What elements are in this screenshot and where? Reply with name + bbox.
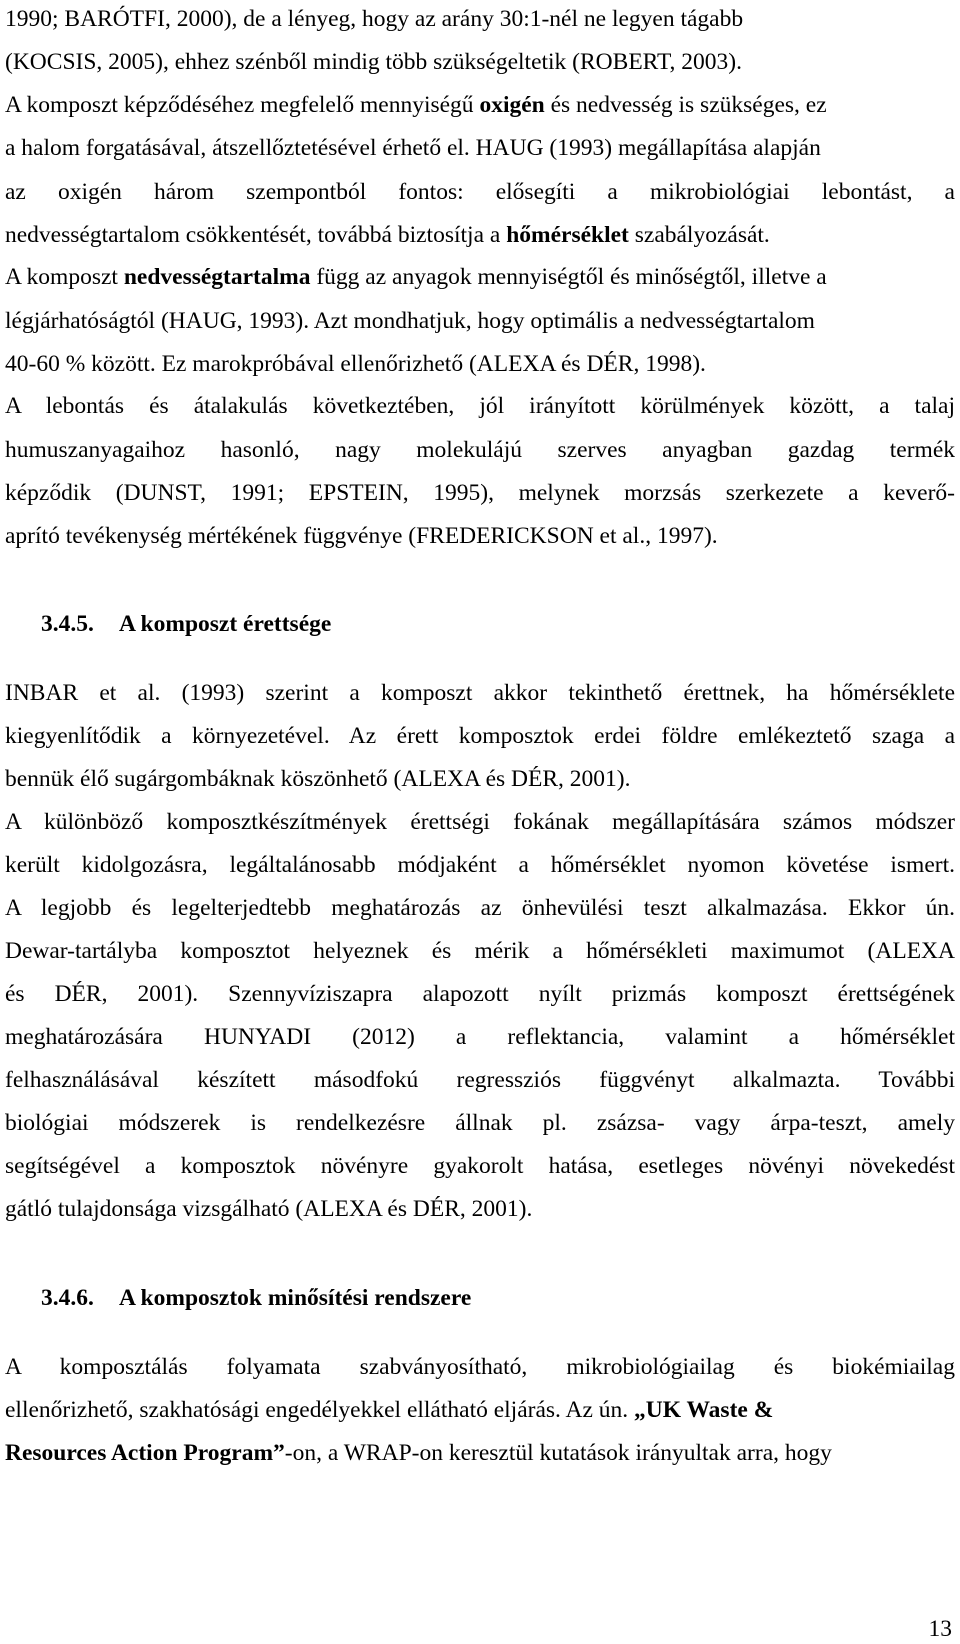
- text-line: aprító tevékenység mértékének függvénye (FREDERICKSON et al., 1997).: [5, 523, 718, 549]
- text-line: 40-60 % között. Ez marokpróbával ellenőrizhető (ALEXA és DÉR, 1998).: [5, 351, 706, 377]
- text-line: segítségével a komposztok növényre gyakorolt hatása, esetleges növényi növekedést: [5, 1153, 955, 1179]
- text-line: ellenőrizhető, szakhatósági engedélyekkel ellátható eljárás. Az ún. „UK Waste &: [5, 1397, 774, 1423]
- section-number: 3.4.5.: [41, 611, 94, 637]
- page-number: 13: [928, 1616, 952, 1642]
- text-line: A lebontás és átalakulás következtében, jól irányított körülmények között, a talaj: [5, 393, 955, 419]
- section-heading: [41, 609, 331, 639]
- text-line: INBAR et al. (1993) szerint a komposzt akkor tekinthető érettnek, ha hőmérséklete: [5, 680, 955, 706]
- text-line: és DÉR, 2001). Szennyvíziszapra alapozott nyílt prizmás komposzt érettségének: [5, 981, 955, 1007]
- text-line: A legjobb és legelterjedtebb meghatározás az önhevülési teszt alkalmazása. Ekkor ún.: [5, 895, 955, 921]
- text-line: meghatározására HUNYADI (2012) a reflektancia, valamint a hőmérséklet: [5, 1024, 955, 1050]
- text-line: gátló tulajdonsága vizsgálható (ALEXA és DÉR, 2001).: [5, 1196, 533, 1222]
- text-line: légjárhatóságtól (HAUG, 1993). Azt mondhatjuk, hogy optimális a nedvességtartalom: [5, 308, 815, 334]
- text-line: A komposztálás folyamata szabványosítható, mikrobiológiailag és biokémiailag: [5, 1354, 955, 1380]
- text-line: humuszanyagaihoz hasonló, nagy molekulájú szerves anyagban gazdag termék: [5, 437, 955, 463]
- text-line: A különböző komposztkészítmények érettségi fokának megállapítására számos módszer: [5, 809, 955, 835]
- text-line: nedvességtartalom csökkentését, továbbá biztosítja a hőmérséklet szabályozását.: [5, 222, 770, 248]
- section-title: A komposztok minősítési rendszere: [119, 1285, 472, 1311]
- text-line: 1990; BARÓTFI, 2000), de a lényeg, hogy az arány 30:1-nél ne legyen tágabb: [5, 6, 744, 32]
- text-line: felhasználásával készített másodfokú regressziós függvényt alkalmazta. További: [5, 1067, 955, 1093]
- text-line: képződik (DUNST, 1991; EPSTEIN, 1995), melynek morzsás szerkezete a keverő-: [5, 480, 955, 506]
- text-line: (KOCSIS, 2005), ehhez szénből mindig több szükségeltetik (ROBERT, 2003).: [5, 49, 743, 75]
- text-line: bennük élő sugárgombáknak köszönhető (ALEXA és DÉR, 2001).: [5, 766, 631, 792]
- text-line: az oxigén három szempontból fontos: elősegíti a mikrobiológiai lebontást, a: [5, 179, 955, 205]
- text-line: került kidolgozásra, legáltalánosabb módjaként a hőmérséklet nyomon követése ismert.: [5, 852, 955, 878]
- text-line: Resources Action Program”-on, a WRAP-on keresztül kutatások irányultak arra, hogy: [5, 1440, 832, 1466]
- text-line: kiegyenlítődik a környezetével. Az érett komposztok erdei földre emlékeztető szaga a: [5, 723, 955, 749]
- section-title: A komposzt érettsége: [119, 611, 332, 637]
- text-line: A komposzt nedvességtartalma függ az anyagok mennyiségtől és minőségtől, illetve a: [5, 264, 827, 290]
- section-heading: [41, 1283, 471, 1313]
- text-line: a halom forgatásával, átszellőztetésével érhető el. HAUG (1993) megállapítása alapján: [5, 135, 821, 161]
- section-number: 3.4.6.: [41, 1285, 94, 1311]
- text-line: Dewar-tartályba komposztot helyeznek és mérik a hőmérsékleti maximumot (ALEXA: [5, 938, 955, 964]
- text-line: biológiai módszerek is rendelkezésre állnak pl. zsázsa- vagy árpa-teszt, amely: [5, 1110, 955, 1136]
- text-line: A komposzt képződéséhez megfelelő mennyiségű oxigén és nedvesség is szükséges, ez: [5, 92, 827, 118]
